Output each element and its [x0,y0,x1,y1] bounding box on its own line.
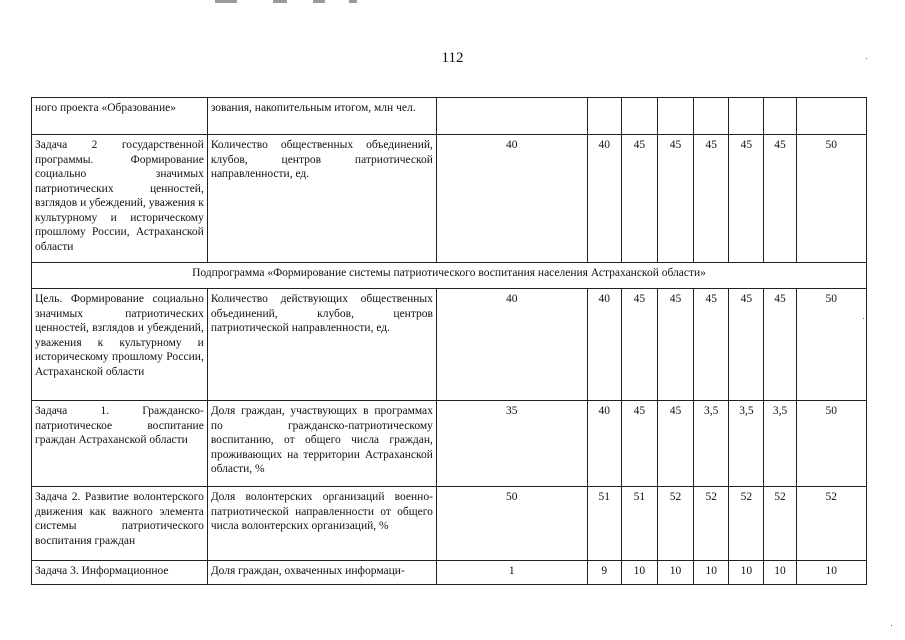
value-cell: 45 [694,135,729,263]
value-cell [587,98,621,135]
value-cell: 3,5 [694,401,729,487]
page-number: 112 [441,50,464,66]
goal-cell: Задача 1. Гражданско-патриотическое воспитание граждан Астраханской области [32,401,208,487]
value-cell: 50 [796,289,866,401]
value-cell: 45 [657,289,693,401]
indicators-table [31,97,867,585]
value-cell: 51 [587,487,621,561]
value-cell: 40 [587,135,621,263]
indicator-cell: Количество общественных объединений, клубов, центров патриотической направленности, ед. [207,135,436,263]
value-cell [436,98,587,135]
table-row [32,289,867,401]
value-cell: 3,5 [764,401,796,487]
value-cell: 35 [436,401,587,487]
value-cell [694,98,729,135]
value-cell [764,98,796,135]
value-cell [729,98,764,135]
table-row [32,561,867,585]
value-cell: 1 [436,561,587,585]
value-cell: 40 [436,135,587,263]
value-cell: 9 [587,561,621,585]
goal-cell: ного проекта «Образование» [32,98,208,135]
value-cell [621,98,657,135]
value-cell: 45 [764,135,796,263]
value-cell: 45 [621,401,657,487]
value-cell [796,98,866,135]
value-cell: 45 [729,289,764,401]
subprogram-title: Подпрограмма «Формирование системы патриотического воспитания населения Астраханской области» [32,263,867,289]
value-cell: 10 [694,561,729,585]
value-cell [657,98,693,135]
value-cell: 45 [657,135,693,263]
value-cell: 52 [729,487,764,561]
value-cell: 10 [621,561,657,585]
table-row [32,135,867,263]
value-cell: 52 [796,487,866,561]
value-cell: 45 [621,135,657,263]
indicator-cell: Количество действующих общественных объединений, клубов, центров патриотической направленности, ед. [207,289,436,401]
value-cell: 10 [657,561,693,585]
value-cell: 52 [657,487,693,561]
subprogram-row [32,263,867,289]
indicator-cell: зования, накопительным итогом, млн чел. [207,98,436,135]
value-cell: 40 [587,289,621,401]
goal-cell: Задача 3. Информационное [32,561,208,585]
value-cell: 10 [796,561,866,585]
value-cell: 45 [729,135,764,263]
value-cell: 10 [729,561,764,585]
table-row [32,98,867,135]
indicator-cell: Доля волонтерских организаций военно-патриотической направленности от общего числа волонтерских организаций, % [207,487,436,561]
value-cell: 50 [796,135,866,263]
value-cell: 51 [621,487,657,561]
indicator-cell: Доля граждан, участвующих в программах по гражданско-патриотическому воспитанию, от общего числа граждан, проживающих на территории Астраханской области, % [207,401,436,487]
value-cell: 50 [796,401,866,487]
value-cell: 40 [436,289,587,401]
indicator-cell: Доля граждан, охваченных информаци- [207,561,436,585]
table-row [32,401,867,487]
goal-cell: Задача 2 государственной программы. Формирование социально значимых патриотических ценностей, взглядов и убеждений, уважения к культурному и историческому прошлому России, Астраханской области [32,135,208,263]
value-cell: 45 [694,289,729,401]
value-cell: 10 [764,561,796,585]
value-cell: 52 [694,487,729,561]
table-row [32,487,867,561]
value-cell: 45 [621,289,657,401]
value-cell: 45 [657,401,693,487]
value-cell: 3,5 [729,401,764,487]
scan-artifact-marks [215,0,375,6]
goal-cell: Задача 2. Развитие волонтерского движения как важного элемента системы патриотического воспитания граждан [32,487,208,561]
goal-cell: Цель. Формирование социально значимых патриотических ценностей, взглядов и убеждений, уважения к культурному и историческому прошлому России, Астраханской области [32,289,208,401]
value-cell: 40 [587,401,621,487]
value-cell: 52 [764,487,796,561]
value-cell: 50 [436,487,587,561]
value-cell: 45 [764,289,796,401]
